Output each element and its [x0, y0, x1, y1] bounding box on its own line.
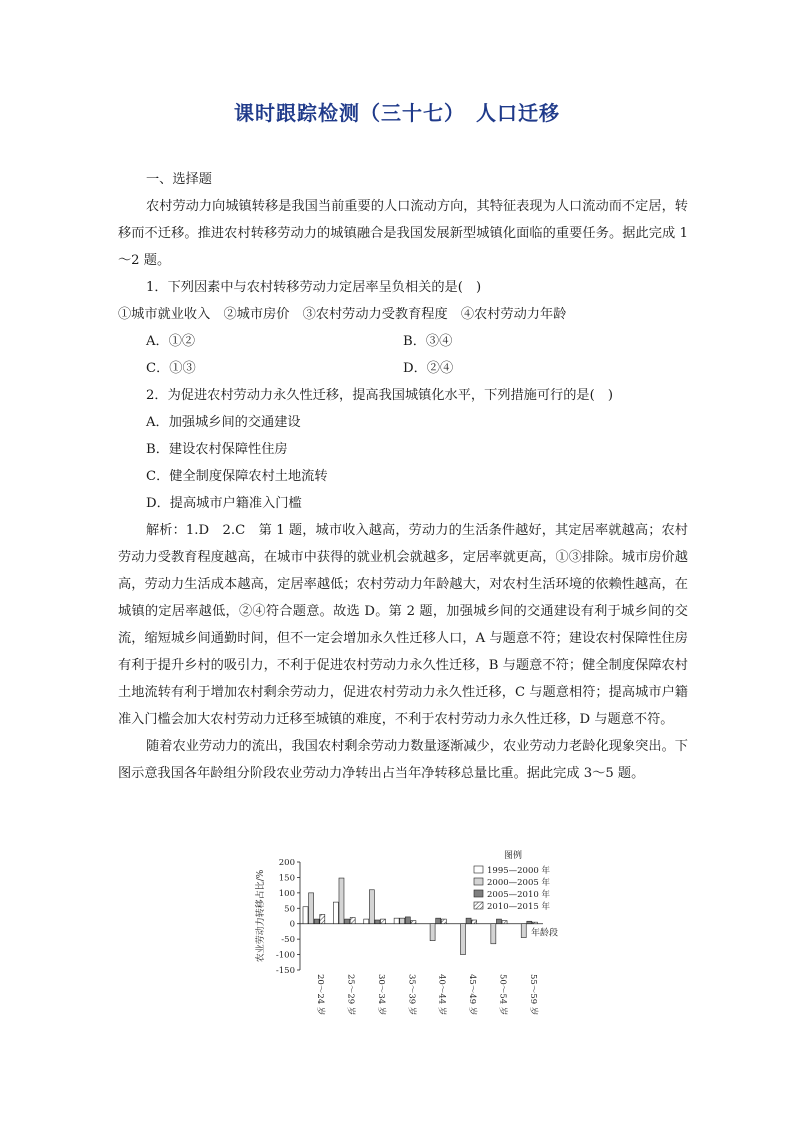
- bar-3-series-4: [381, 919, 386, 924]
- y-tick-label: -100: [275, 950, 295, 961]
- y-tick-label: 0: [289, 919, 295, 930]
- x-tick-label: 20～24 岁: [315, 974, 326, 1016]
- bar-2-series-1: [333, 902, 338, 924]
- x-tick-label: 35～39 岁: [406, 974, 417, 1016]
- legend-swatch-3: [474, 890, 483, 897]
- legend-swatch-4: [474, 902, 483, 909]
- x-tick-label: 30～34 岁: [375, 974, 386, 1016]
- analysis-text: 解析：1.D 2.C 第 1 题，城市收入越高，劳动力的生活条件越好，其定居率就越高；农村劳动力受教育程度越高，在城市中获得的就业机会就越多，定居率就更高，①③排除。城市房价越高，劳动力生活成本越高，定居率越低；农村劳动力年龄越大，对农村生活环境的依赖性越高，在城镇的定居率越低，②④符合题意。故选 D。第 2 题，加强城乡间的交通建设有利于城乡间的交流，缩短城乡间通勤时间，但不一定会增加永久性迁移人口，A 与题意不符；建设农村保障性住房有利于提升乡村的吸引力，不利于促进农村劳动力永久性迁移，B 与题意不符；健全制度保障农村土地流转有利于增加农村剩余劳动力，促进农村劳动力永久性迁移，C 与题意相符；提高城市户籍准入门槛会加大农村劳动力迁移至城镇的难度，不利于农村劳动力永久性迁移，D 与题意不符。: [118, 523, 688, 727]
- bar-2-series-3: [345, 919, 350, 924]
- page-title: 课时跟踪检测（三十七） 人口迁移: [234, 101, 560, 125]
- bar-4-series-2: [400, 918, 405, 924]
- question-1-stem: 1．下列因素中与农村转移劳动力定居率呈负相关的是( ): [146, 280, 482, 295]
- bar-4-series-4: [411, 921, 416, 924]
- bar-2-series-4: [350, 918, 355, 924]
- question-1-option-d[interactable]: D．②④: [403, 361, 454, 376]
- y-tick-label: -150: [275, 966, 295, 976]
- legend-label-3: 2005—2010 年: [487, 890, 550, 900]
- x-tick-label: 55～59 岁: [527, 974, 538, 1016]
- content-body: [118, 166, 688, 787]
- x-tick-label: 40～44 岁: [436, 974, 447, 1016]
- legend-label-4: 2010—2015 年: [487, 902, 550, 912]
- y-tick-label: 100: [278, 888, 295, 899]
- migration-bar-chart: [248, 848, 578, 1016]
- legend-label-1: 1995—2000 年: [487, 866, 550, 876]
- y-axis-label: 农业劳动力转移占比/%: [256, 869, 266, 963]
- question-1-option-b[interactable]: B．③④: [403, 334, 453, 349]
- legend-label-2: 2000—2005 年: [487, 878, 550, 888]
- bar-1-series-1: [303, 907, 308, 924]
- bar-3-series-3: [375, 920, 380, 924]
- bar-6-series-4: [472, 920, 477, 924]
- question-1-option-c[interactable]: C．①③: [146, 361, 196, 376]
- intro-passage-1: 农村劳动力向城镇转移是我国当前重要的人口流动方向，其特征表现为人口流动而不定居，转移而不迁移。推进农村转移劳动力的城镇融合是我国发展新型城镇化面临的重要任务。据此完成 1～2 题。: [118, 199, 688, 268]
- bar-5-series-4: [441, 919, 446, 924]
- x-axis-label: 年龄段: [531, 928, 559, 939]
- bar-6-series-3: [466, 918, 471, 924]
- x-tick-label: 50～54 岁: [497, 974, 508, 1016]
- bar-8-series-4: [532, 922, 537, 924]
- bar-1-series-2: [309, 893, 314, 924]
- bar-4-series-3: [405, 917, 410, 924]
- bar-5-series-2: [430, 924, 435, 941]
- y-tick-label: 50: [284, 904, 295, 915]
- section-heading: 一、选择题: [146, 172, 212, 187]
- intro-passage-2: 随着农业劳动力的流出，我国农村剩余劳动力数量逐渐减少，农业劳动力老龄化现象突出。下图示意我国各年龄组分阶段农业劳动力净转出占当年净转移总量比重。据此完成 3～5 题。: [118, 739, 688, 781]
- question-1-options-row-1: [118, 328, 688, 355]
- bar-7-series-4: [502, 921, 507, 924]
- y-tick-label: 150: [278, 873, 295, 884]
- legend-swatch-1: [474, 866, 483, 873]
- x-tick-label: 25～29 岁: [345, 974, 356, 1016]
- bar-3-series-2: [369, 890, 374, 924]
- legend-title: 图例: [504, 851, 523, 861]
- question-2-stem: 2．为促进农村劳动力永久性迁移，提高我国城镇化水平，下列措施可行的是( ): [146, 388, 614, 403]
- bar-8-series-3: [527, 921, 532, 923]
- bar-7-series-3: [496, 919, 501, 924]
- question-1-option-a[interactable]: A．①②: [146, 334, 196, 349]
- question-2-option-b[interactable]: B．建设农村保障性住房: [146, 442, 288, 457]
- question-2-option-c[interactable]: C．健全制度保障农村土地流转: [146, 469, 328, 484]
- legend-swatch-2: [474, 878, 483, 885]
- question-2-option-a[interactable]: A．加强城乡间的交通建设: [146, 415, 301, 430]
- y-tick-label: 200: [278, 858, 295, 868]
- question-2-option-d[interactable]: D．提高城市户籍准入门槛: [146, 496, 302, 511]
- bar-7-series-2: [491, 924, 496, 944]
- bar-6-series-2: [460, 924, 465, 955]
- bar-1-series-4: [320, 914, 325, 923]
- bar-2-series-2: [339, 878, 344, 924]
- bar-3-series-1: [364, 919, 369, 924]
- chart-svg: [248, 848, 578, 1016]
- bar-5-series-3: [436, 918, 441, 924]
- y-tick-label: -50: [281, 935, 295, 946]
- bar-1-series-3: [314, 919, 319, 924]
- question-1-factors: ①城市就业收入 ②城市房价 ③农村劳动力受教育程度 ④农村劳动力年龄: [118, 307, 567, 322]
- question-1-options-row-2: [118, 355, 688, 382]
- x-tick-label: 45～49 岁: [467, 974, 478, 1016]
- bar-8-series-2: [521, 924, 526, 938]
- bar-4-series-1: [394, 918, 399, 924]
